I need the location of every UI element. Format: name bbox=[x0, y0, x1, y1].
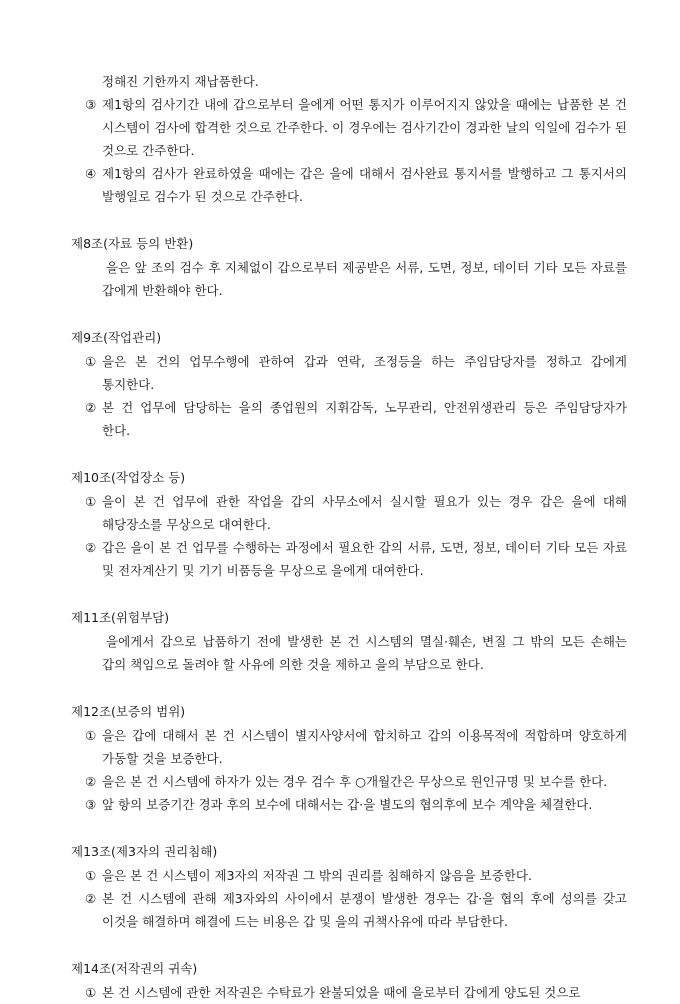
numbered-clause bbox=[71, 536, 627, 582]
numbered-clause bbox=[71, 770, 627, 793]
clause-number: ① bbox=[85, 354, 97, 369]
article-title: 제11조(위험부담) bbox=[71, 610, 170, 625]
article bbox=[71, 700, 627, 816]
clause-body: 앞 항의 보증기간 경과 후의 보수에 대해서는 갑·을 별도의 협의후에 보수 계약을 체결한다. bbox=[102, 797, 593, 812]
clause-text bbox=[71, 256, 627, 302]
clause-number: ① bbox=[85, 728, 97, 743]
clause-body: 을은 본 건의 업무수행에 관하여 갑과 연락, 조정등을 하는 주임담당자를 정하고 갑에게 통지한다. bbox=[102, 354, 627, 392]
article bbox=[71, 326, 627, 442]
article bbox=[71, 957, 627, 1004]
document-body bbox=[71, 70, 627, 1004]
clause-body: 제1항의 검사가 완료하였을 때에는 갑은 을에 대해서 검사완료 통지서를 발행하고 그 통지서의 발행일로 검수가 된 것으로 간주한다. bbox=[102, 166, 627, 204]
article-title: 제12조(보증의 범위) bbox=[71, 704, 186, 719]
clause-body: 을은 앞 조의 검수 후 지체없이 갑으로부터 제공받은 서류, 도면, 정보, 데이터 기타 모든 자료를 갑에게 반환해야 한다. bbox=[102, 260, 627, 298]
clause-body: 본 건 시스템에 관한 저작권은 수탁료가 완불되었을 때에 을로부터 갑에게 양도된 것으로 bbox=[102, 985, 581, 1000]
clause-body: 본 건 업무에 담당하는 을의 종업원의 지휘감독, 노무관리, 안전위생관리 등은 주임담당자가 한다. bbox=[102, 400, 627, 438]
numbered-clause bbox=[71, 724, 627, 770]
clause-text bbox=[71, 70, 627, 93]
clause-body: 을에게서 갑으로 납품하기 전에 발생한 본 건 시스템의 멸실·훼손, 변질 그 밖의 모든 손해는 갑의 책임으로 돌려야 할 사유에 의한 것을 제하고 을의 부담으로 한다. bbox=[102, 634, 627, 672]
numbered-clause bbox=[71, 162, 627, 208]
clause-number: ③ bbox=[85, 797, 97, 812]
clause-number: ① bbox=[85, 868, 97, 883]
clause-body: 을은 갑에 대해서 본 건 시스템이 별지사양서에 합치하고 갑의 이용목적에 적합하며 양호하게 가동할 것을 보증한다. bbox=[102, 728, 627, 766]
clause-number: ① bbox=[85, 494, 97, 509]
clause-body: 갑은 을이 본 건 업무를 수행하는 과정에서 필요한 갑의 서류, 도면, 정보, 데이터 기타 모든 자료 및 전자계산기 및 기기 비품등을 무상으로 을에게 대여한다. bbox=[102, 540, 627, 578]
article-title: 제13조(제3자의 권리침해) bbox=[71, 844, 218, 859]
clause-body: 을은 본 건 시스템에 하자가 있는 경우 검수 후 ○개월간은 무상으로 원인규명 및 보수를 한다. bbox=[102, 774, 608, 789]
numbered-clause bbox=[71, 396, 627, 442]
clause-number: ② bbox=[85, 400, 97, 415]
clause-number: ① bbox=[85, 985, 97, 1000]
clause-body: 본 건 시스템에 관해 제3자와의 사이에서 분쟁이 발생한 경우는 갑·을 협의 후에 성의를 갖고 이것을 해결하며 해결에 드는 비용은 갑 및 을의 귀책사유에 따라 부담한다. bbox=[102, 891, 627, 929]
clause-number: ② bbox=[85, 540, 97, 555]
clause-number: ② bbox=[85, 774, 97, 789]
clause-body: 제1항의 검사기간 내에 갑으로부터 을에게 어떤 통지가 이루어지지 않았을 때에는 납품한 본 건 시스템이 검사에 합격한 것으로 간주한다. 이 경우에는 검사기간이 경과한 날의 익일에 검수가 된 것으로 간주한다. bbox=[102, 97, 627, 158]
numbered-clause bbox=[71, 864, 627, 887]
numbered-clause bbox=[71, 887, 627, 933]
article bbox=[71, 840, 627, 933]
numbered-clause bbox=[71, 793, 627, 816]
article bbox=[71, 232, 627, 302]
article-title: 제8조(자료 등의 반환) bbox=[71, 236, 194, 251]
numbered-clause bbox=[71, 490, 627, 536]
article-continuation bbox=[71, 70, 627, 208]
clause-body: 을이 본 건 업무에 관한 작업을 갑의 사무소에서 실시할 필요가 있는 경우 갑은 을에 대해 해당장소를 무상으로 대여한다. bbox=[102, 494, 627, 532]
article bbox=[71, 606, 627, 676]
clause-number: ② bbox=[85, 891, 97, 906]
numbered-clause bbox=[71, 93, 627, 162]
numbered-clause bbox=[71, 350, 627, 396]
article-title: 제14조(저작권의 귀속) bbox=[71, 961, 198, 976]
article-title: 제9조(작업관리) bbox=[71, 330, 162, 345]
numbered-clause bbox=[71, 981, 627, 1004]
clause-body: 을은 본 건 시스템이 제3자의 저작권 그 밖의 권리를 침해하지 않음을 보증한다. bbox=[102, 868, 532, 883]
clause-body: 정해진 기한까지 재납품한다. bbox=[102, 74, 259, 89]
clause-text bbox=[71, 630, 627, 676]
clause-number: ③ bbox=[85, 97, 97, 112]
article bbox=[71, 466, 627, 582]
clause-number: ④ bbox=[85, 166, 97, 181]
article-title: 제10조(작업장소 등) bbox=[71, 470, 186, 485]
